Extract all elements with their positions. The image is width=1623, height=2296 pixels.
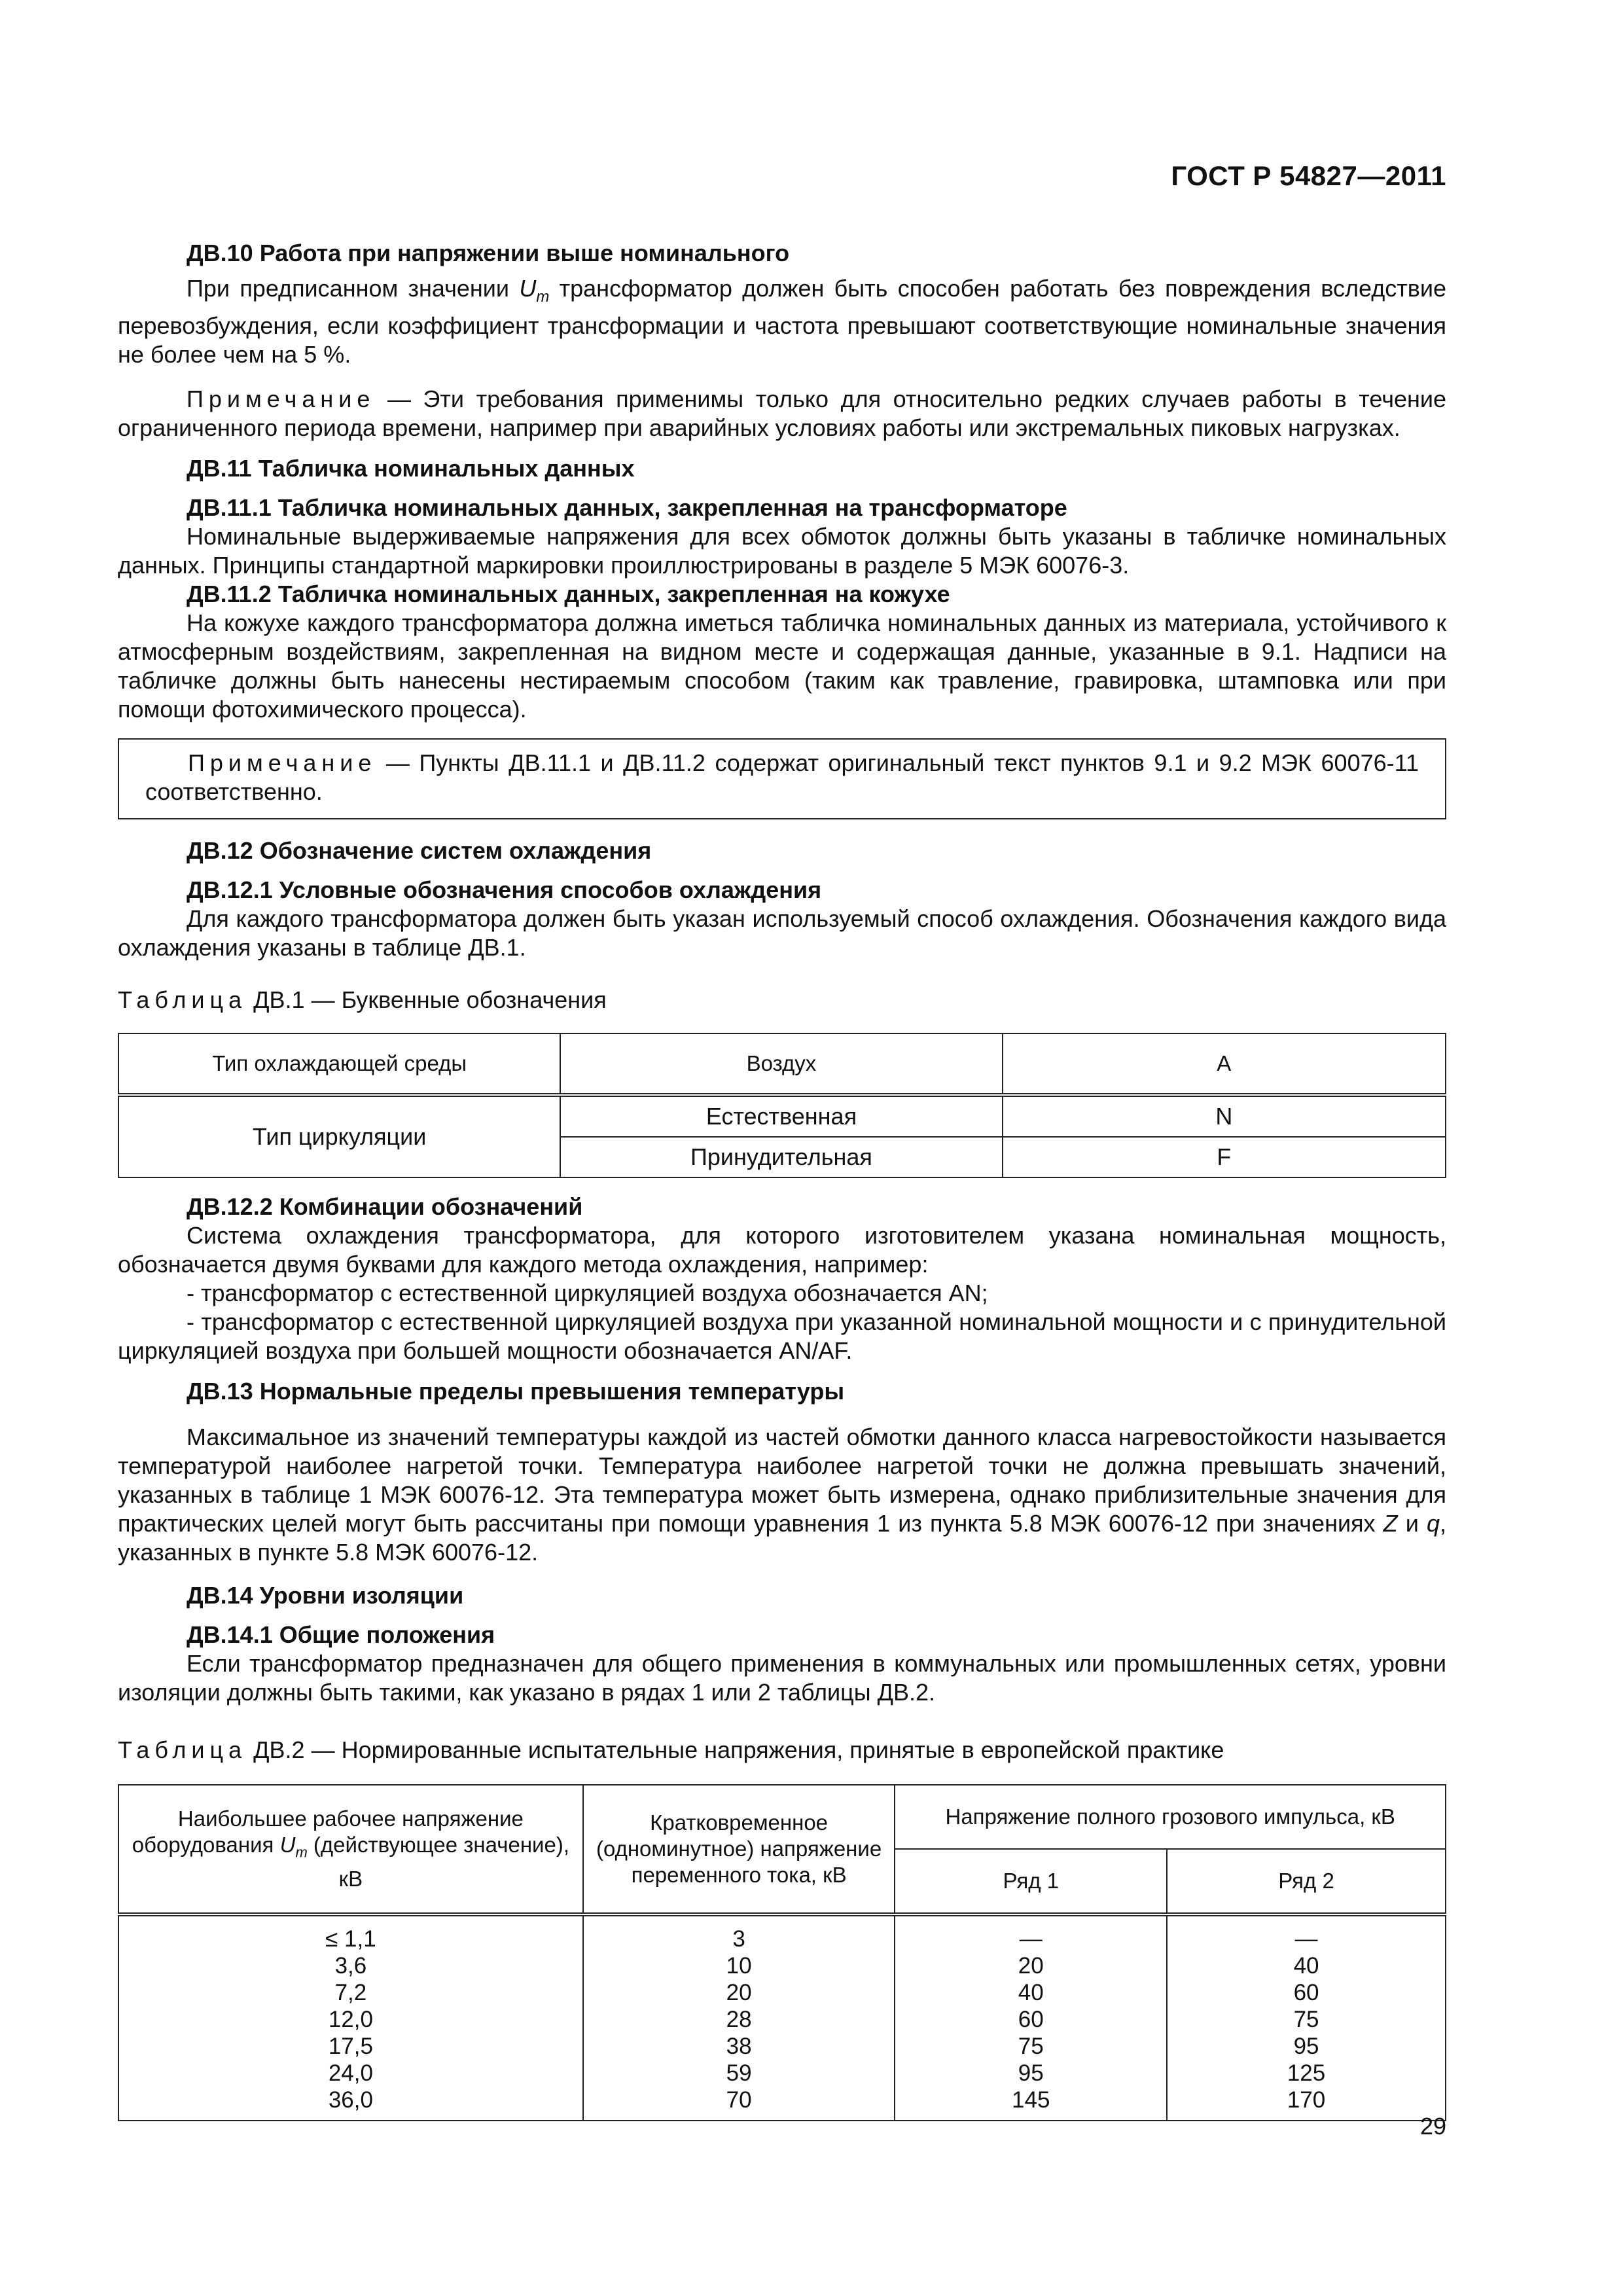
note-dv10: Примечание — Эти требования применимы только для относительно редких случаев работы в течение ограниченного периода времени, например при аварийных условиях работы или экстремальных пиковых нагрузках. bbox=[118, 386, 1446, 442]
page-number: 29 bbox=[1419, 2113, 1446, 2140]
table-dv2-cell: 17,5 bbox=[118, 2033, 583, 2060]
table-dv2-header-voltage: Наибольшее рабочее напряжение оборудования $U_m$ (действующее значение), кВ bbox=[118, 1785, 583, 1914]
table-dv2-cell: — bbox=[895, 1914, 1167, 1952]
table-dv1-cell: Воздух bbox=[560, 1033, 1002, 1095]
paragraph-dv11-2: На кожухе каждого трансформатора должна иметься табличка номинальных данных из материала, устойчивого к атмосферным воздействиям, закрепленная на видном месте и содержащая данные, указанные в 9.1. Надписи на табличке должны быть нанесены нестираемым способом (таким как травление, гравировка, штамповка или при помощи фотохимического процесса). bbox=[118, 609, 1446, 723]
subsection-heading-dv11-1: ДВ.11.1 Табличка номинальных данных, закрепленная на трансформаторе bbox=[187, 494, 1067, 522]
table-dv2-header-ac-voltage: Кратковременное (одноминутное) напряжение переменного тока, кВ bbox=[583, 1785, 895, 1914]
table-dv2-cell: 60 bbox=[895, 2006, 1167, 2033]
section-heading-dv11: ДВ.11 Табличка номинальных данных bbox=[187, 455, 635, 482]
table-dv1-cell: F bbox=[1003, 1137, 1446, 1177]
table-dv2-cell: 95 bbox=[1167, 2033, 1446, 2060]
note-box-dv11: Примечание — Пункты ДВ.11.1 и ДВ.11.2 содержат оригинальный текст пунктов 9.1 и 9.2 МЭК 60076-11 соответственно. bbox=[118, 738, 1446, 819]
section-heading-dv12: ДВ.12 Обозначение систем охлаждения bbox=[187, 837, 652, 865]
table-dv2-header-row2: Ряд 2 bbox=[1167, 1849, 1446, 1914]
page-content bbox=[118, 154, 1446, 2121]
table-dv2-cell: 20 bbox=[895, 1952, 1167, 1979]
table-dv2-cell: 59 bbox=[583, 2060, 895, 2087]
paragraph-dv12-1: Для каждого трансформатора должен быть указан используемый способ охлаждения. Обозначения каждого вида охлаждения указаны в таблице ДВ.1. bbox=[118, 905, 1446, 961]
table-dv2-cell: 95 bbox=[895, 2060, 1167, 2087]
paragraph-dv14-1: Если трансформатор предназначен для общего применения в коммунальных или промышленных сетях, уровни изоляции должны быть такими, как указано в рядах 1 или 2 таблицы ДВ.2. bbox=[118, 1650, 1446, 1706]
table-dv2-cell: 7,2 bbox=[118, 1979, 583, 2006]
table-dv2-cell: 60 bbox=[1167, 1979, 1446, 2006]
table-dv2-cell: 145 bbox=[895, 2087, 1167, 2121]
section-heading-dv13: ДВ.13 Нормальные пределы превышения температуры bbox=[187, 1378, 845, 1405]
table-dv2-cell: 12,0 bbox=[118, 2006, 583, 2033]
section-heading-dv14: ДВ.14 Уровни изоляции bbox=[187, 1582, 464, 1609]
table-dv2-cell: 3,6 bbox=[118, 1952, 583, 1979]
table-dv2-header-impulse: Напряжение полного грозового импульса, кВ bbox=[895, 1785, 1446, 1849]
table-row bbox=[118, 2087, 1446, 2121]
table-dv2-cell: 28 bbox=[583, 2006, 895, 2033]
table-dv1-cell: Принудительная bbox=[560, 1137, 1002, 1177]
table-dv2-cell: 38 bbox=[583, 2033, 895, 2060]
table-dv2-cell: 75 bbox=[895, 2033, 1167, 2060]
table-row bbox=[118, 1952, 1446, 1979]
table-row bbox=[118, 2060, 1446, 2087]
section-heading-dv10: ДВ.10 Работа при напряжении выше номинального bbox=[187, 240, 790, 266]
table-dv2-cell: 75 bbox=[1167, 2006, 1446, 2033]
table-dv2-cell: ≤ 1,1 bbox=[118, 1914, 583, 1952]
table-dv2-cell: 20 bbox=[583, 1979, 895, 2006]
table-row bbox=[118, 1979, 1446, 2006]
table-dv2-cell: 70 bbox=[583, 2087, 895, 2121]
table-row bbox=[118, 2033, 1446, 2060]
table-dv2-header-row1: Ряд 1 bbox=[895, 1849, 1167, 1914]
table-dv2-cell: 24,0 bbox=[118, 2060, 583, 2087]
document-code: ГОСТ Р 54827—2011 bbox=[1171, 160, 1446, 191]
table-dv2-cell: 36,0 bbox=[118, 2087, 583, 2121]
table-dv2-cell: — bbox=[1167, 1914, 1446, 1952]
table-dv1-cell: A bbox=[1003, 1033, 1446, 1095]
table-dv2-cell: 125 bbox=[1167, 2060, 1446, 2087]
table-dv2-cell: 40 bbox=[895, 1979, 1167, 2006]
table-dv2-caption: Таблица ДВ.2 — Нормированные испытательные напряжения, принятые в европейской практике bbox=[118, 1736, 1224, 1764]
paragraph-dv11-1: Номинальные выдерживаемые напряжения для всех обмоток должны быть указаны в табличке номинальных данных. Принципы стандартной маркировки проиллюстрированы в разделе 5 МЭК 60076-3. bbox=[118, 523, 1446, 579]
table-dv1-cell: Тип охлаждающей среды bbox=[118, 1033, 560, 1095]
table-dv1 bbox=[118, 1033, 1446, 1178]
table-dv2-cell: 40 bbox=[1167, 1952, 1446, 1979]
table-row bbox=[118, 1914, 1446, 1952]
table-dv2-cell: 170 bbox=[1167, 2087, 1446, 2121]
table-dv2 bbox=[118, 1784, 1446, 2121]
subsection-heading-dv11-2: ДВ.11.2 Табличка номинальных данных, закрепленная на кожухе bbox=[187, 581, 950, 608]
table-dv1-cell: Естественная bbox=[560, 1095, 1002, 1137]
table-dv2-cell: 3 bbox=[583, 1914, 895, 1952]
subsection-heading-dv12-1: ДВ.12.1 Условные обозначения способов охлаждения bbox=[187, 876, 822, 904]
table-dv2-cell: 10 bbox=[583, 1952, 895, 1979]
list-item: - трансформатор с естественной циркуляцией воздуха при указанной номинальной мощности и с принудительной циркуляцией воздуха при большей мощности обозначается AN/AF. bbox=[118, 1308, 1446, 1365]
paragraph-dv12-2: Система охлаждения трансформатора, для которого изготовителем указана номинальная мощность, обозначается двумя буквами для каждого метода охлаждения, например: bbox=[118, 1222, 1446, 1278]
table-dv1-cell: Тип циркуляции bbox=[118, 1095, 560, 1177]
list-item: - трансформатор с естественной циркуляцией воздуха обозначается AN; bbox=[187, 1280, 988, 1307]
paragraph-dv10: При предписанном значении $U_m$ трансформатор должен быть способен работать без повреждения вследствие перевозбуждения, если коэффициент трансформации и частота превышают соответствующие номинальные значения не более чем на 5 %. bbox=[118, 275, 1447, 368]
subsection-heading-dv12-2: ДВ.12.2 Комбинации обозначений bbox=[187, 1193, 583, 1221]
table-row bbox=[118, 2006, 1446, 2033]
subsection-heading-dv14-1: ДВ.14.1 Общие положения bbox=[187, 1621, 495, 1649]
paragraph-dv13: Максимальное из значений температуры каждой из частей обмотки данного класса нагревостойкости называется температурой наиболее нагретой точки. Температура наиболее нагретой точки не должна превышать значений, указанных в таблице 1 МЭК 60076-12. Эта температура может быть измерена, однако приблизительные значения для практических целей могут быть рассчитаны при помощи уравнения 1 из пункта 5.8 МЭК 60076-12 при значениях Z и q, указанных в пункте 5.8 МЭК 60076-12. bbox=[118, 1424, 1446, 1566]
table-dv1-caption: Таблица ДВ.1 — Буквенные обозначения bbox=[118, 986, 607, 1014]
table-dv1-cell: N bbox=[1003, 1095, 1446, 1137]
